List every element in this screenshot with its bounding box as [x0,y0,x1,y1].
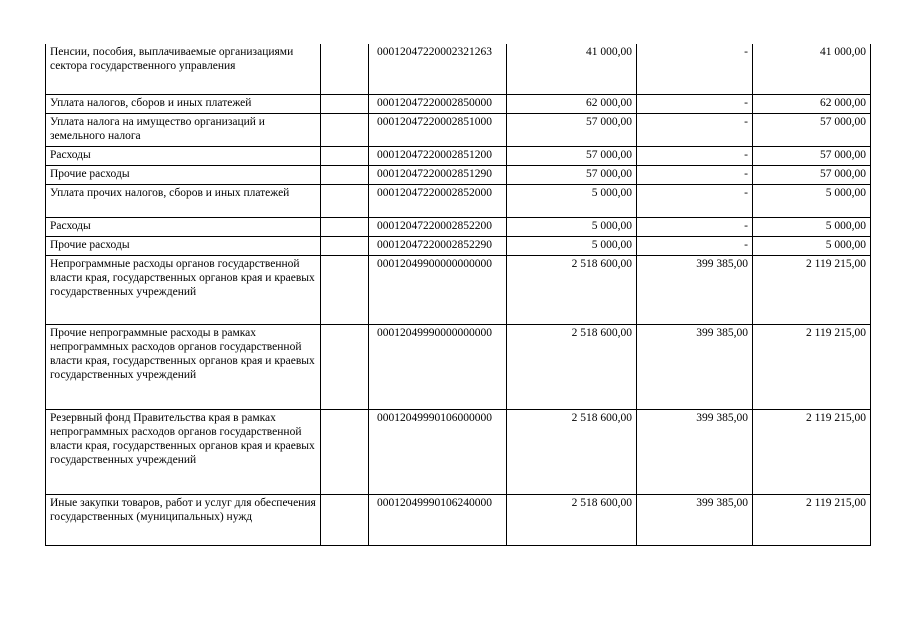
empty-cell [321,95,369,114]
row-rest-cell: 57 000,00 [753,114,871,147]
empty-cell [321,218,369,237]
row-code-cell: 00012049990106000000 [369,410,507,495]
empty-cell [321,410,369,495]
row-name-cell: Резервный фонд Правительства края в рамках непрограммных расходов органов государственной власти края, государственных органов края и краевых государственных учреждений [46,410,321,495]
empty-cell [321,44,369,95]
row-name-cell: Уплата налогов, сборов и иных платежей [46,95,321,114]
table-row [46,237,871,256]
row-rest-cell: 41 000,00 [753,44,871,95]
row-plan-cell: 2 518 600,00 [507,256,637,325]
budget-execution-table [45,44,871,546]
row-done-cell: - [637,44,753,95]
row-plan-cell: 2 518 600,00 [507,410,637,495]
row-plan-cell: 57 000,00 [507,114,637,147]
row-done-cell: - [637,166,753,185]
row-done-cell: 399 385,00 [637,256,753,325]
row-code-cell: 00012047220002321263 [369,44,507,95]
row-plan-cell: 62 000,00 [507,95,637,114]
row-name-cell: Расходы [46,218,321,237]
row-code-cell: 00012047220002852000 [369,185,507,218]
row-code-cell: 00012047220002850000 [369,95,507,114]
row-rest-cell: 5 000,00 [753,185,871,218]
empty-cell [321,147,369,166]
row-name-cell: Расходы [46,147,321,166]
table-row [46,256,871,325]
row-plan-cell: 2 518 600,00 [507,495,637,546]
table-row [46,95,871,114]
row-rest-cell: 5 000,00 [753,218,871,237]
table-row [46,218,871,237]
empty-cell [321,495,369,546]
row-done-cell: - [637,218,753,237]
row-done-cell: - [637,114,753,147]
empty-cell [321,237,369,256]
row-name-cell: Прочие расходы [46,237,321,256]
row-rest-cell: 2 119 215,00 [753,495,871,546]
row-rest-cell: 2 119 215,00 [753,256,871,325]
table-row [46,44,871,95]
row-done-cell: 399 385,00 [637,410,753,495]
row-plan-cell: 5 000,00 [507,237,637,256]
row-code-cell: 00012047220002852200 [369,218,507,237]
row-code-cell: 00012047220002852290 [369,237,507,256]
row-plan-cell: 57 000,00 [507,147,637,166]
empty-cell [321,256,369,325]
empty-cell [321,114,369,147]
row-plan-cell: 41 000,00 [507,44,637,95]
row-plan-cell: 2 518 600,00 [507,325,637,410]
row-code-cell: 00012047220002851200 [369,147,507,166]
table-row [46,185,871,218]
row-done-cell: - [637,237,753,256]
row-done-cell: - [637,185,753,218]
row-rest-cell: 57 000,00 [753,166,871,185]
row-done-cell: - [637,147,753,166]
row-name-cell: Прочие расходы [46,166,321,185]
row-code-cell: 00012049900000000000 [369,256,507,325]
row-done-cell: 399 385,00 [637,495,753,546]
row-rest-cell: 2 119 215,00 [753,410,871,495]
row-rest-cell: 2 119 215,00 [753,325,871,410]
row-done-cell: - [637,95,753,114]
row-name-cell: Непрограммные расходы органов государственной власти края, государственных органов края и краевых государственных учреждений [46,256,321,325]
row-plan-cell: 57 000,00 [507,166,637,185]
table-row [46,495,871,546]
row-name-cell: Прочие непрограммные расходы в рамках непрограммных расходов органов государственной власти края, государственных органов края и краевых государственных учреждений [46,325,321,410]
row-rest-cell: 62 000,00 [753,95,871,114]
row-code-cell: 00012049990000000000 [369,325,507,410]
table-row [46,166,871,185]
row-name-cell: Иные закупки товаров, работ и услуг для обеспечения государственных (муниципальных) нужд [46,495,321,546]
row-code-cell: 00012047220002851290 [369,166,507,185]
row-plan-cell: 5 000,00 [507,185,637,218]
empty-cell [321,166,369,185]
empty-cell [321,185,369,218]
row-rest-cell: 5 000,00 [753,237,871,256]
row-rest-cell: 57 000,00 [753,147,871,166]
row-plan-cell: 5 000,00 [507,218,637,237]
table-row [46,410,871,495]
row-name-cell: Уплата налога на имущество организаций и земельного налога [46,114,321,147]
row-code-cell: 00012047220002851000 [369,114,507,147]
table-row [46,325,871,410]
row-done-cell: 399 385,00 [637,325,753,410]
row-name-cell: Пенсии, пособия, выплачиваемые организациями сектора государственного управления [46,44,321,95]
table-row [46,147,871,166]
table-row [46,114,871,147]
row-name-cell: Уплата прочих налогов, сборов и иных платежей [46,185,321,218]
empty-cell [321,325,369,410]
row-code-cell: 00012049990106240000 [369,495,507,546]
